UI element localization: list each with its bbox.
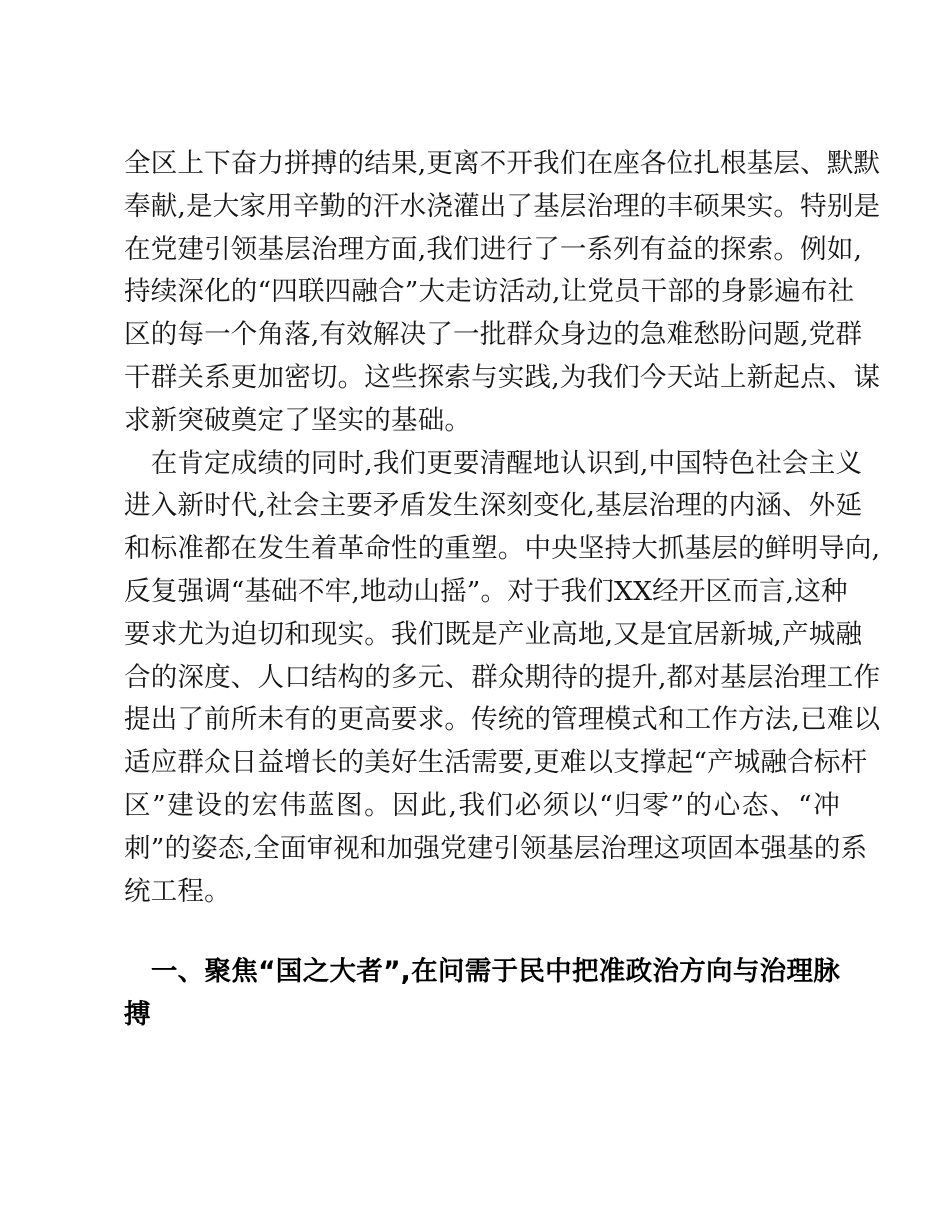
text-line: 适应群众日益增长的美好生活需要,更难以支撑起“产城融合标杆 [124,747,868,779]
text-line: 在肯定成绩的同时,我们更要清醒地认识到,中国特色社会主义 [124,447,863,479]
section-heading [124,951,840,1037]
text-line: 要求尤为迫切和现实。我们既是产业高地,又是宜居新城,产城融 [124,618,863,650]
paragraph-1 [124,143,881,443]
text-line: 区的每一个角落,有效解决了一批群众身边的急难愁盼问题,党群 [124,319,863,351]
body-text [124,143,881,913]
text-line: 求新突破奠定了坚实的基础。 [124,404,472,436]
text-line: 进入新时代,社会主要矛盾发生深刻变化,基层治理的内涵、外延 [124,490,863,522]
text-line: 持续深化的“四联四融合”大走访活动,让党员干部的身影遍布社 [124,276,855,308]
text-line: 和标准都在发生着革命性的重塑。中央坚持大抓基层的鲜明导向, [124,533,881,565]
heading-line: 一、聚焦“国之大者”,在问需于民中把准政治方向与治理脉 [124,956,840,987]
text-line: 在党建引领基层治理方面,我们进行了一系列有益的探索。例如, [124,233,863,265]
heading-line: 搏 [124,998,151,1030]
text-line: 合的深度、人口结构的多元、群众期待的提升,都对基层治理工作 [124,661,881,693]
text-line: 全区上下奋力拼搏的结果,更离不开我们在座各位扎根基层、默默 [124,148,881,179]
text-line: 统工程。 [124,875,231,907]
text-line: 反复强调“基础不牢,地动山摇”。对于我们XX经开区而言,这种 [124,575,848,607]
text-line: 刺”的姿态,全面审视和加强党建引领基层治理这项固本强基的系 [124,832,868,864]
text-line: 提出了前所未有的更高要求。传统的管理模式和工作方法,已难以 [124,704,881,736]
text-line: 奉献,是大家用辛勤的汗水浇灌出了基层治理的丰硕果实。特别是 [124,190,881,222]
paragraph-2 [124,443,881,914]
text-line: 区”建设的宏伟蓝图。因此,我们必须以“归零”的心态、“冲 [124,789,840,821]
text-line: 干群关系更加密切。这些探索与实践,为我们今天站上新起点、谋 [124,361,881,393]
